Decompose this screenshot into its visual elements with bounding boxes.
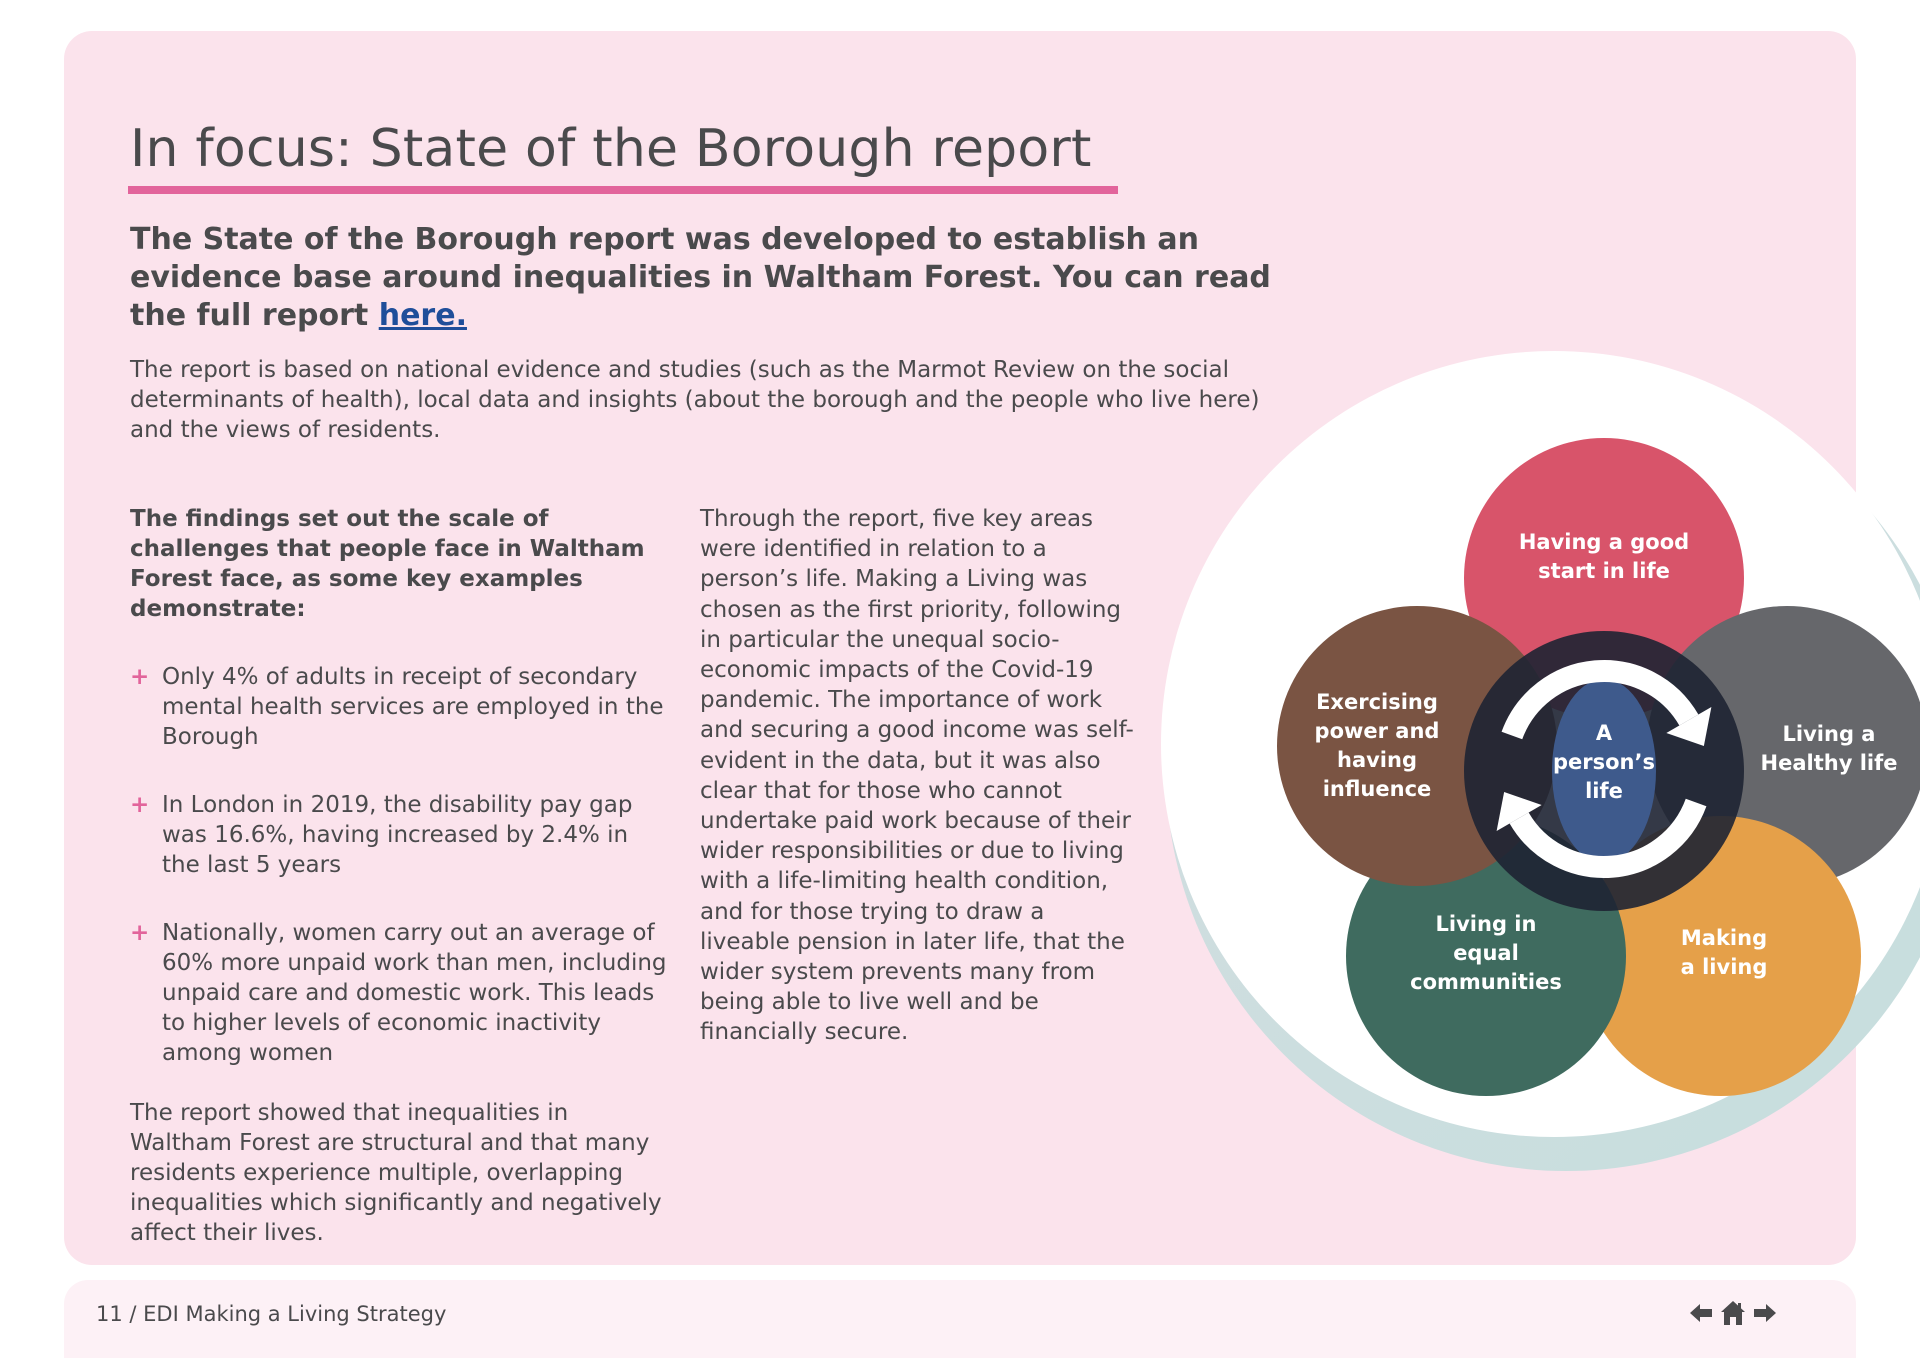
good-start-label-line: start in life: [1538, 559, 1670, 583]
making-living-label-line: Making: [1680, 926, 1768, 950]
bullet-text: In London in 2019, the disability pay gap was 16.6%, having increased by 2.4% in the last 5 years: [162, 792, 633, 878]
power-influence-label-line: having: [1337, 748, 1417, 772]
power-influence-label-line: Exercising: [1316, 690, 1438, 714]
arrow-right-icon[interactable]: [1750, 1298, 1780, 1328]
venn-diagram: [1154, 351, 1914, 1251]
intro-text: [130, 221, 1330, 335]
page-title: In focus: State of the Borough report: [130, 119, 1092, 179]
home-icon[interactable]: [1718, 1298, 1748, 1328]
intro-body: The State of the Borough report was developed to establish an evidence base around inequalities in Waltham Forest. You can read the full report: [130, 222, 1271, 333]
equal-communities-label-line: equal: [1453, 941, 1519, 965]
footer-page-label: 11 / EDI Making a Living Strategy: [96, 1302, 447, 1326]
findings-list: [130, 662, 670, 1068]
center-label-line: A: [1595, 721, 1613, 745]
plus-icon: +: [130, 920, 150, 946]
equal-communities-label-line: Living in: [1435, 912, 1537, 936]
list-item: [130, 918, 670, 1068]
power-influence-label-line: influence: [1322, 777, 1432, 801]
footer-bar: [64, 1280, 1856, 1358]
making-living-label-line: a living: [1680, 955, 1768, 979]
title-underline: [128, 186, 1118, 194]
good-start-label-line: Having a good: [1518, 530, 1690, 554]
left-column: [130, 504, 670, 1248]
findings-lead: The findings set out the scale of challenges that people face in Waltham Forest face, as some key examples demonstrate:: [130, 506, 645, 622]
middle-column-text: Through the report, five key areas were identified in relation to a person’s life. Making a Living was chosen as the first priority, following in particular the unequal socio-economic impacts of the Covid-19 pandemic. The importance of work and securing a good income was self-evident in the data, but it was also clear that for those who cannot undertake paid work because of their wider responsibilities or due to living with a life-limiting health condition, and for those trying to draw a liveable pension in later life, that the wider system prevents many from being able to live well and be financially secure.: [700, 506, 1134, 1046]
plus-icon: +: [130, 664, 150, 690]
center-label-line: life: [1585, 779, 1623, 803]
plus-icon: +: [130, 792, 150, 818]
closing-paragraph: The report showed that inequalities in Waltham Forest are structural and that many residents experience multiple, overlapping inequalities which significantly and negatively affect their lives.: [130, 1100, 662, 1246]
list-item: [130, 662, 670, 752]
power-influence-label-line: power and: [1314, 719, 1440, 743]
page-navigation: [1686, 1298, 1780, 1328]
list-item: [130, 790, 670, 880]
content-panel: [64, 31, 1898, 1265]
arrow-left-icon[interactable]: [1686, 1298, 1716, 1328]
healthy-life-label-line: Healthy life: [1760, 751, 1898, 775]
center-label-line: person’s: [1553, 750, 1655, 774]
body-paragraph: The report is based on national evidence and studies (such as the Marmot Review on the social determinants of health), local data and insights (about the borough and the people who live here) and the views of residents.: [130, 357, 1260, 443]
bullet-text: Nationally, women carry out an average of 60% more unpaid work than men, including unpaid care and domestic work. This leads to higher levels of economic inactivity among women: [162, 920, 667, 1066]
report-link[interactable]: here.: [378, 298, 467, 333]
bullet-text: Only 4% of adults in receipt of secondary mental health services are employed in the Borough: [162, 664, 664, 750]
healthy-life-label-line: Living a: [1782, 722, 1876, 746]
equal-communities-label-line: communities: [1410, 970, 1562, 994]
five-areas-diagram: [1154, 351, 1914, 1251]
